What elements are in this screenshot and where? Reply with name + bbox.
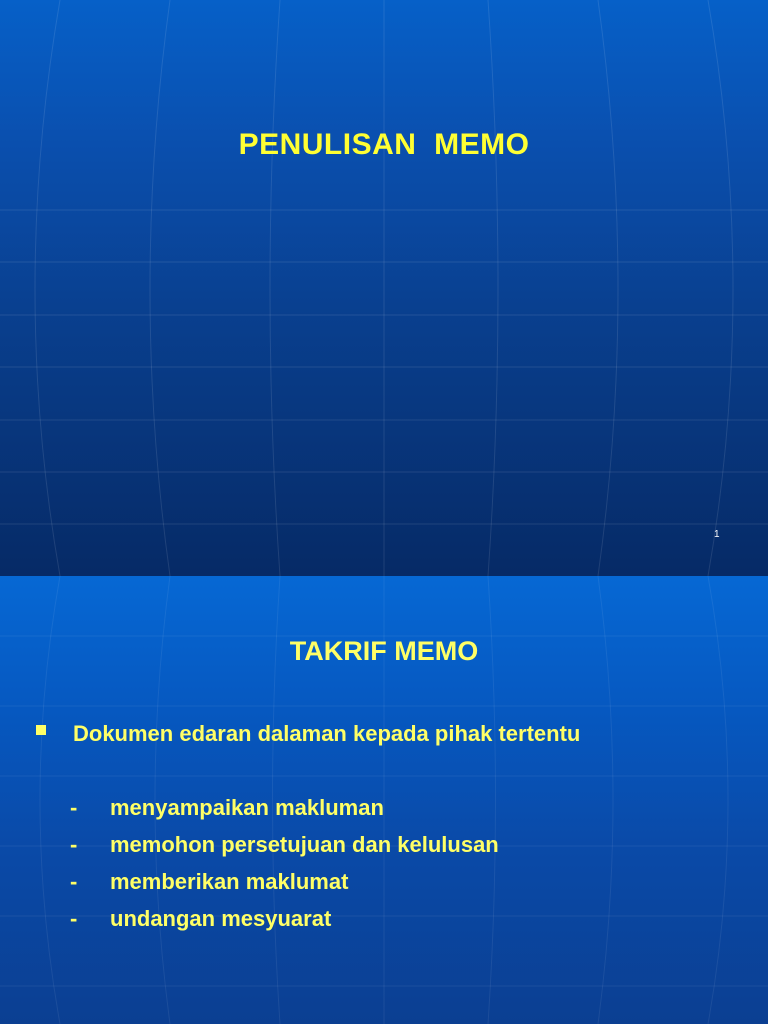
sub-list (70, 795, 499, 943)
slide-title: TAKRIF MEMO (289, 636, 479, 666)
bullet-text: Dokumen edaran dalaman kepada pihak tertentu (73, 721, 581, 746)
dash-marker: - (70, 869, 78, 894)
list-item (70, 832, 499, 869)
list-item (70, 795, 499, 832)
bullet-item (36, 721, 580, 747)
list-item (70, 906, 499, 943)
slide-2 (0, 576, 768, 1024)
dash-marker: - (70, 832, 78, 857)
list-item-text: menyampaikan makluman (110, 795, 384, 820)
square-bullet-icon (36, 725, 46, 735)
list-item-text: memohon persetujuan dan kelulusan (110, 832, 499, 857)
list-item-text: undangan mesyuarat (110, 906, 332, 931)
dash-marker: - (70, 795, 78, 820)
dash-marker: - (70, 906, 78, 931)
list-item-text: memberikan maklumat (110, 869, 349, 894)
list-item (70, 869, 499, 906)
slide-title: PENULISAN MEMO (238, 128, 530, 161)
page-number: 1 (714, 529, 720, 540)
